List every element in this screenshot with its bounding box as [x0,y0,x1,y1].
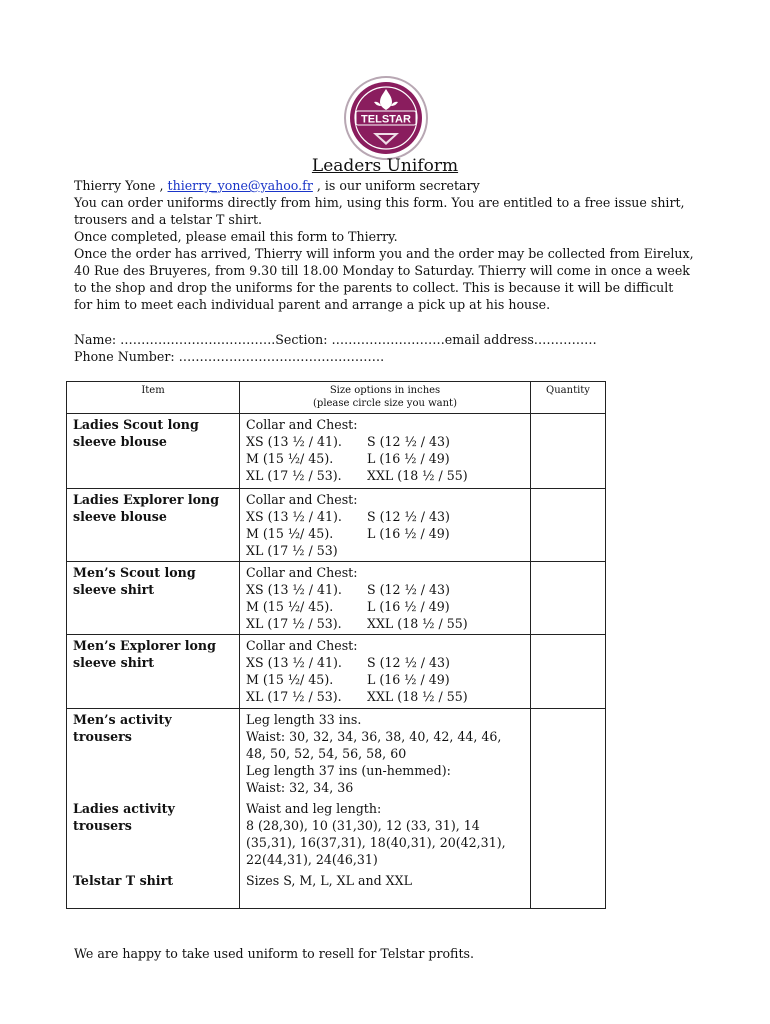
telstar-logo [343,75,429,161]
name-section-email-field[interactable]: Name: ……………………………….Section: ………………………email address…………… [74,332,597,347]
table-row [67,798,606,870]
size-options[interactable] [240,870,531,909]
size-option[interactable]: M (15 ½/ 45). [246,526,334,541]
size-option[interactable]: L (16 ½ / 49) [367,599,450,614]
size-option[interactable]: L (16 ½ / 49) [367,451,450,466]
size-text[interactable]: 8 (28,30), 10 (31,30), 12 (33, 31), 14 (35,31), 16(37,31), 18(40,31), 20(42,31), 22(44,31), 24(46,31) [246,818,506,867]
item-name: Men’s activity trousers [67,709,240,799]
table-row [67,709,606,799]
size-option[interactable]: L (16 ½ / 49) [367,672,450,687]
header-size-options [240,382,531,414]
table-header-row [67,382,606,414]
size-heading: Collar and Chest: [246,417,358,432]
uniform-order-table [66,381,606,909]
contact-fields [74,331,694,365]
quantity-cell[interactable] [531,489,606,562]
item-name: Ladies activity trousers [67,798,240,870]
size-option[interactable]: XL (17 ½ / 53). [246,689,342,704]
size-option[interactable]: XL (17 ½ / 53). [246,616,342,631]
phone-number-field[interactable]: Phone Number: …………………………………………. [74,349,385,364]
size-option[interactable]: XS (13 ½ / 41). [246,655,342,670]
item-name: Men’s Explorer long sleeve shirt [67,635,240,709]
intro-paragraph-email: Once completed, please email this form to Thierry. [74,229,398,244]
size-options[interactable] [240,709,531,799]
size-option[interactable]: XS (13 ½ / 41). [246,434,342,449]
table-row [67,635,606,709]
table-row [67,489,606,562]
size-text[interactable]: Waist: 30, 32, 34, 36, 38, 40, 42, 44, 46, 48, 50, 52, 54, 56, 58, 60 [246,729,502,761]
footer-note: We are happy to take used uniform to resell for Telstar profits. [74,946,474,961]
secretary-role: , is our uniform secretary [312,178,480,193]
table-row [67,870,606,909]
size-option[interactable]: M (15 ½/ 45). [246,599,334,614]
item-name: Men’s Scout long sleeve shirt [67,562,240,635]
size-option[interactable]: XXL (18 ½ / 55) [367,689,468,704]
size-option[interactable]: S (12 ½ / 43) [367,434,450,449]
size-text[interactable]: Sizes S, M, L, XL and XXL [246,873,412,888]
size-option[interactable]: S (12 ½ / 43) [367,582,450,597]
size-heading: Collar and Chest: [246,638,358,653]
size-option[interactable]: M (15 ½/ 45). [246,451,334,466]
secretary-name: Thierry Yone , [74,178,168,193]
size-text[interactable]: Waist: 32, 34, 36 [246,780,354,795]
size-option[interactable]: XXL (18 ½ / 55) [367,468,468,483]
size-options[interactable] [240,635,531,709]
size-option[interactable]: XS (13 ½ / 41). [246,509,342,524]
size-option[interactable]: XXL (18 ½ / 55) [367,616,468,631]
size-option[interactable]: XS (13 ½ / 41). [246,582,342,597]
page-title-text: Leaders Uniform [311,156,459,176]
quantity-cell[interactable] [531,562,606,635]
quantity-cell[interactable] [531,798,606,870]
item-name: Telstar T shirt [67,870,240,909]
quantity-cell[interactable] [531,414,606,489]
logo-text: TELSTAR [361,113,411,126]
quantity-cell[interactable] [531,709,606,799]
size-option[interactable]: M (15 ½/ 45). [246,672,334,687]
size-option[interactable]: S (12 ½ / 43) [367,509,450,524]
size-text: Leg length 37 ins (un-hemmed): [246,763,451,778]
header-quantity: Quantity [531,382,606,414]
secretary-line [74,177,694,194]
header-size-line-1: Size options in inches [329,385,441,396]
size-option[interactable]: S (12 ½ / 43) [367,655,450,670]
intro-paragraph-collection: Once the order has arrived, Thierry will inform you and the order may be collected from Eirelux, 40 Rue des Bruyeres, from 9.30 till 18.00 Monday to Saturday. Thierry will come in once a week to the shop and drop the uniforms for the parents to collect. This is because it will be difficult for him to meet each individual parent and arrange a pick up at his house. [74,246,694,312]
page-title [0,156,770,176]
item-name: Ladies Scout long sleeve blouse [67,414,240,489]
size-text: Leg length 33 ins. [246,712,362,727]
table-row [67,562,606,635]
size-options[interactable] [240,414,531,489]
size-options[interactable] [240,798,531,870]
intro-section [74,177,694,313]
email-link[interactable]: thierry_yone@yahoo.fr [167,178,313,193]
size-option[interactable]: XL (17 ½ / 53). [246,468,342,483]
size-heading: Collar and Chest: [246,565,358,580]
size-options[interactable] [240,489,531,562]
header-item: Item [67,382,240,414]
size-option[interactable]: XL (17 ½ / 53) [246,543,338,558]
header-size-line-2: (please circle size you want) [313,398,457,409]
item-name: Ladies Explorer long sleeve blouse [67,489,240,562]
quantity-cell[interactable] [531,635,606,709]
intro-paragraph-entitlement: You can order uniforms directly from him, using this form. You are entitled to a free issue shirt, trousers and a telstar T shirt. [74,195,685,227]
table-row [67,414,606,489]
quantity-cell[interactable] [531,870,606,909]
size-option[interactable]: L (16 ½ / 49) [367,526,450,541]
size-heading: Collar and Chest: [246,492,358,507]
size-options[interactable] [240,562,531,635]
size-text: Waist and leg length: [246,801,382,816]
